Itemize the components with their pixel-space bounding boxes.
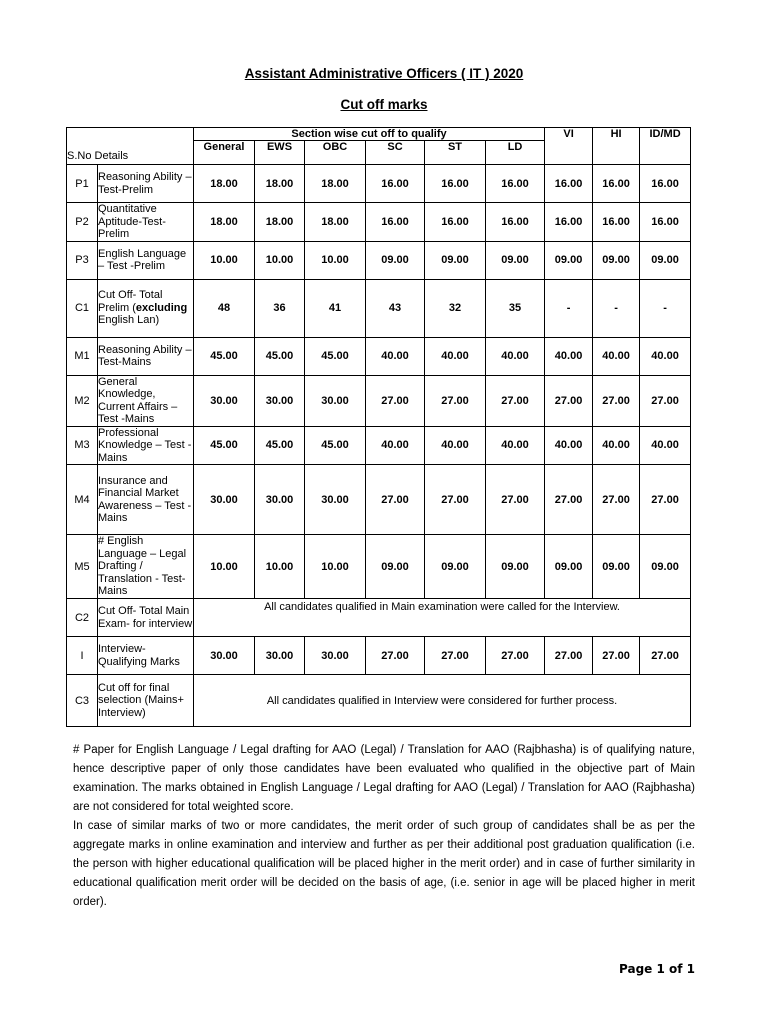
cutoff-cell: 18.00 [305, 203, 366, 242]
cutoff-cell: 45.00 [194, 426, 255, 465]
cutoff-cell: 27.00 [366, 375, 425, 426]
cutoff-cell: 09.00 [366, 241, 425, 279]
cutoff-cell: 27.00 [425, 465, 486, 535]
cutoff-cell: 45.00 [305, 337, 366, 375]
cutoff-cell: 27.00 [425, 375, 486, 426]
cutoff-cell: 27.00 [486, 637, 545, 675]
cutoff-cell: 09.00 [425, 535, 486, 599]
cutoff-cell: 40.00 [486, 337, 545, 375]
row-details-emphasis: excluding [135, 301, 188, 314]
cutoff-cell: 36 [255, 279, 305, 337]
row-details: English Language – Test -Prelim [98, 241, 194, 279]
cutoff-cell: 16.00 [640, 165, 691, 203]
row-details: Reasoning Ability – Test-Prelim [98, 165, 194, 203]
cutoff-cell: 09.00 [545, 535, 593, 599]
row-details: Interview- Qualifying Marks [98, 637, 194, 675]
cutoff-cell: 45.00 [255, 426, 305, 465]
row-sno: M1 [67, 337, 98, 375]
cutoff-cell: 30.00 [305, 465, 366, 535]
column-header-vi: VI [545, 128, 593, 165]
cutoff-cell: 40.00 [425, 337, 486, 375]
cutoff-cell: 09.00 [545, 241, 593, 279]
table-row [67, 241, 691, 279]
cutoff-cell: 41 [305, 279, 366, 337]
column-header-ews: EWS [255, 141, 305, 165]
cutoff-cell: 18.00 [194, 203, 255, 242]
cutoff-cell: 40.00 [366, 426, 425, 465]
cutoff-cell: 10.00 [305, 535, 366, 599]
cutoff-cell: 18.00 [255, 203, 305, 242]
cutoff-cell: 30.00 [194, 465, 255, 535]
row-details: Cut off for final selection (Mains+ Interview) [98, 675, 194, 727]
cutoff-cell: 40.00 [486, 426, 545, 465]
cutoff-cell: 45.00 [305, 426, 366, 465]
row-sno: P2 [67, 203, 98, 242]
row-details: Professional Knowledge – Test -Mains [98, 426, 194, 465]
cutoff-cell: 09.00 [593, 535, 640, 599]
sno-details-header [67, 128, 194, 165]
cutoff-cell: 27.00 [486, 465, 545, 535]
cutoff-cell: 18.00 [194, 165, 255, 203]
cutoff-cell: 09.00 [640, 241, 691, 279]
cutoff-cell: 10.00 [194, 535, 255, 599]
column-header-obc: OBC [305, 141, 366, 165]
merged-note-cell: All candidates qualified in Interview were considered for further process. [194, 675, 691, 727]
row-sno: M4 [67, 465, 98, 535]
cutoff-cell: 30.00 [194, 375, 255, 426]
footnote-english-paper: # Paper for English Language / Legal drafting for AAO (Legal) / Translation for AAO (Rajbhasha) is of qualifying nature, hence descriptive paper of only those candidates have been evaluated who qualified in the objective part of Main examination. The marks obtained in English Language / Legal drafting for AAO (Legal) / Translation for AAO (Rajbhasha) are not considered for total weighted score. [73, 744, 695, 813]
cutoff-cell: 40.00 [593, 426, 640, 465]
cutoff-cell: 27.00 [640, 465, 691, 535]
row-details-part: English Lan) [98, 314, 160, 327]
cutoff-cell: 09.00 [425, 241, 486, 279]
cutoff-cell: 18.00 [255, 165, 305, 203]
cutoff-cell: 40.00 [545, 426, 593, 465]
cutoff-cell: 27.00 [366, 637, 425, 675]
cutoff-cell: 16.00 [366, 165, 425, 203]
cutoff-cell: 09.00 [366, 535, 425, 599]
cutoff-cell: 30.00 [255, 375, 305, 426]
cutoff-cell: 40.00 [640, 426, 691, 465]
cutoff-cell: - [593, 279, 640, 337]
row-sno: P1 [67, 165, 98, 203]
table-row [67, 375, 691, 426]
details-header: Details [94, 150, 129, 162]
cutoff-cell: 09.00 [593, 241, 640, 279]
table-row [67, 337, 691, 375]
cutoff-cell: 10.00 [305, 241, 366, 279]
table-row [67, 637, 691, 675]
row-sno: M5 [67, 535, 98, 599]
cutoff-cell: 35 [486, 279, 545, 337]
cutoff-cell: 27.00 [593, 465, 640, 535]
table-row [67, 465, 691, 535]
table-row [67, 203, 691, 242]
cutoff-cell: 40.00 [593, 337, 640, 375]
cutoff-cell: 45.00 [255, 337, 305, 375]
cutoff-cell: 16.00 [545, 203, 593, 242]
cutoff-cell: 09.00 [486, 241, 545, 279]
table-row [67, 426, 691, 465]
cutoff-cell: 27.00 [640, 637, 691, 675]
footnote-merit-order: In case of similar marks of two or more candidates, the merit order of such group of candidates shall be as per the aggregate marks in online examination and interview and further as per their additional post graduation qualification (i.e. the person with higher educational qualification will be placed higher in the merit order) and in case of further similarity in educational qualification merit order will be decided on the basis of age, (i.e. senior in age will be placed higher in merit order). [73, 820, 695, 908]
row-details: Insurance and Financial Market Awareness – Test -Mains [98, 465, 194, 535]
cutoff-cell: 16.00 [593, 165, 640, 203]
cutoff-cell: 18.00 [305, 165, 366, 203]
page-number: Page 1 of 1 [619, 962, 695, 976]
row-details [98, 279, 194, 337]
column-header-hi: HI [593, 128, 640, 165]
cutoff-cell: 40.00 [640, 337, 691, 375]
document-subtitle: Cut off marks [340, 97, 428, 112]
cutoff-cell: 16.00 [640, 203, 691, 242]
cutoff-cell: 16.00 [425, 203, 486, 242]
column-header-id-md: ID/MD [640, 128, 691, 165]
row-details: Quantitative Aptitude-Test-Prelim [98, 203, 194, 242]
cutoff-cell: 27.00 [425, 637, 486, 675]
cutoff-cell: 30.00 [255, 637, 305, 675]
cutoff-cell: - [545, 279, 593, 337]
cutoff-cell: 30.00 [305, 637, 366, 675]
cutoff-cell: - [640, 279, 691, 337]
cutoff-cell: 30.00 [255, 465, 305, 535]
cutoff-cell: 43 [366, 279, 425, 337]
cutoff-cell: 27.00 [640, 375, 691, 426]
row-details: # English Language – Legal Drafting / Translation - Test- Mains [98, 535, 194, 599]
cutoff-cell: 27.00 [486, 375, 545, 426]
cutoff-cell: 09.00 [640, 535, 691, 599]
row-details: General Knowledge, Current Affairs –Test -Mains [98, 375, 194, 426]
cutoff-cell: 27.00 [545, 375, 593, 426]
table-row [67, 599, 691, 637]
table-row [67, 535, 691, 599]
row-sno: I [67, 637, 98, 675]
cutoff-cell: 40.00 [425, 426, 486, 465]
cutoff-cell: 09.00 [486, 535, 545, 599]
cutoff-cell: 27.00 [593, 375, 640, 426]
cutoff-cell: 10.00 [255, 241, 305, 279]
column-header-st: ST [425, 141, 486, 165]
cutoff-cell: 16.00 [545, 165, 593, 203]
cutoff-cell: 16.00 [366, 203, 425, 242]
cutoff-cell: 48 [194, 279, 255, 337]
section-header: Section wise cut off to qualify [194, 128, 545, 141]
table-row [67, 165, 691, 203]
column-header-sc: SC [366, 141, 425, 165]
column-header-ld: LD [486, 141, 545, 165]
cutoff-cell: 10.00 [194, 241, 255, 279]
sno-header: S.No [67, 150, 92, 162]
cutoff-cell: 27.00 [366, 465, 425, 535]
row-sno: M3 [67, 426, 98, 465]
table-row [67, 675, 691, 727]
row-sno: C3 [67, 675, 98, 727]
row-details: Reasoning Ability – Test-Mains [98, 337, 194, 375]
document-title: Assistant Administrative Officers ( IT ) 2020 [244, 66, 524, 81]
cutoff-cell: 30.00 [305, 375, 366, 426]
row-details-part: Cut Off- Total Prelim ( [98, 289, 163, 314]
cutoff-cell: 16.00 [593, 203, 640, 242]
cutoff-cell: 27.00 [545, 637, 593, 675]
row-details: Cut Off- Total Main Exam- for interview [98, 599, 194, 637]
cutoff-cell: 27.00 [545, 465, 593, 535]
cutoff-cell: 45.00 [194, 337, 255, 375]
column-header-general: General [194, 141, 255, 165]
cutoff-cell: 16.00 [486, 165, 545, 203]
cutoff-cell: 40.00 [545, 337, 593, 375]
cutoff-cell: 16.00 [486, 203, 545, 242]
cutoff-cell: 10.00 [255, 535, 305, 599]
row-sno: P3 [67, 241, 98, 279]
row-sno: C1 [67, 279, 98, 337]
cutoff-cell: 30.00 [194, 637, 255, 675]
merged-note-cell: All candidates qualified in Main examination were called for the Interview. [194, 599, 691, 637]
cutoff-cell: 40.00 [366, 337, 425, 375]
cutoff-cell: 27.00 [593, 637, 640, 675]
row-sno: M2 [67, 375, 98, 426]
cutoff-cell: 32 [425, 279, 486, 337]
cutoff-cell: 16.00 [425, 165, 486, 203]
table-row [67, 279, 691, 337]
cutoff-table [66, 127, 691, 727]
row-sno: C2 [67, 599, 98, 637]
